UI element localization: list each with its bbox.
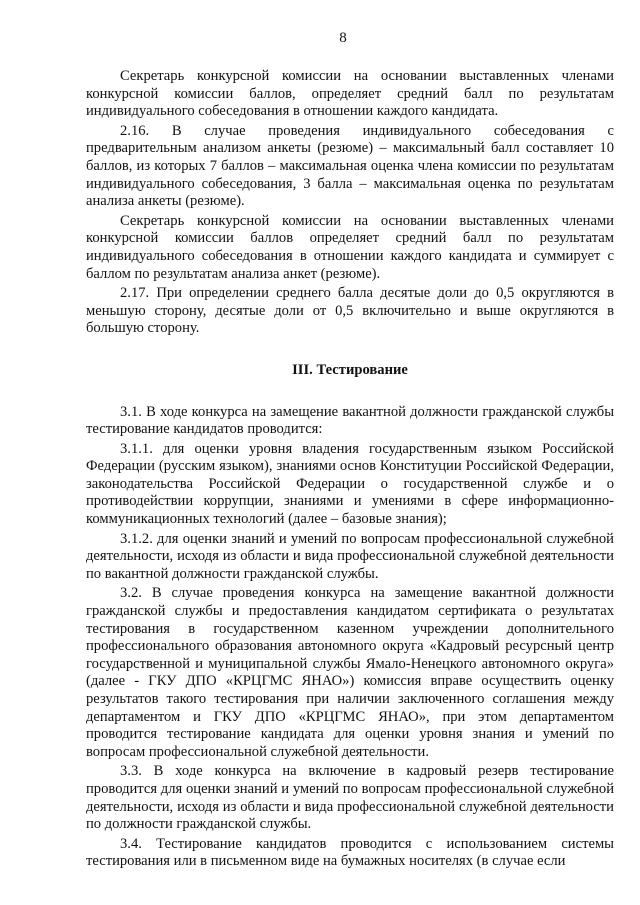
paragraph-3-2: 3.2. В случае проведения конкурса на замещение вакантной должности гражданской службы и предоставления кандидатом сертификата о результатах тестирования в государственном казенном учреждении дополнительного профессионального образования автономного округа «Кадровый ресурсный центр государственной и муниципальной службы Ямало-Ненецкого автономного округа» (далее - ГКУ ДПО «КРЦГМС ЯНАО») комиссия вправе осуществить оценку результатов такого тестирования при наличии заключенного соглашения между департаментом и ГКУ ДПО «КРЦГМС ЯНАО», при этом департаментом проводится тестирование кандидата для оценки уровня знания и умений по вопросам профессиональной служебной деятельности. [86,585,614,760]
paragraph: Секретарь конкурсной комиссии на основании выставленных членами конкурсной комиссии баллов определяет средний балл по результатам индивидуального собеседования в отношении каждого кандидата и суммирует с баллом по результатам анализа анкет (резюме). [86,212,614,282]
page-number: 8 [339,30,347,46]
paragraph-3-4: 3.4. Тестирование кандидатов проводится с использованием системы тестирования или в письменном виде на бумажных носителях (в случае если [86,835,614,870]
document-body [86,68,614,873]
paragraph-2-17: 2.17. При определении среднего балла десятые доли до 0,5 округляются в меньшую сторону, десятые доли от 0,5 включительно и выше округляются в большую сторону. [86,285,614,337]
section-title: III. Тестирование [292,361,408,378]
paragraph-3-1: 3.1. В ходе конкурса на замещение вакантной должности гражданской службы тестирование кандидатов проводится: [86,403,614,438]
paragraph-2-16: 2.16. В случае проведения индивидуального собеседования с предварительным анализом анкеты (резюме) – максимальный балл составляет 10 баллов, из которых 7 баллов – максимальная оценка члена комиссии по результатам индивидуального собеседования, 3 балла – максимальная оценка по результатам анализа анкеты (резюме). [86,122,614,210]
paragraph-3-1-2: 3.1.2. для оценки знаний и умений по вопросам профессиональной служебной деятельности, исходя из области и вида профессиональной служебной деятельности по вакантной должности гражданской службы. [86,530,614,582]
paragraph-3-3: 3.3. В ходе конкурса на включение в кадровый резерв тестирование проводится для оценки знаний и умений по вопросам профессиональной служебной деятельности, исходя из области и вида профессиональной служебной деятельности по должности гражданской службы. [86,763,614,833]
paragraph-3-1-1: 3.1.1. для оценки уровня владения государственным языком Российской Федерации (русским языком), знаниями основ Конституции Российской Федерации, законодательства Российской Федерации о государственной службе и о противодействии коррупции, знаниями и умениями в сфере информационно-коммуникационных технологий (далее – базовые знания); [86,440,614,528]
paragraph: Секретарь конкурсной комиссии на основании выставленных членами конкурсной комиссии баллов, определяет средний балл по результатам индивидуального собеседования в отношении каждого кандидата. [86,68,614,120]
